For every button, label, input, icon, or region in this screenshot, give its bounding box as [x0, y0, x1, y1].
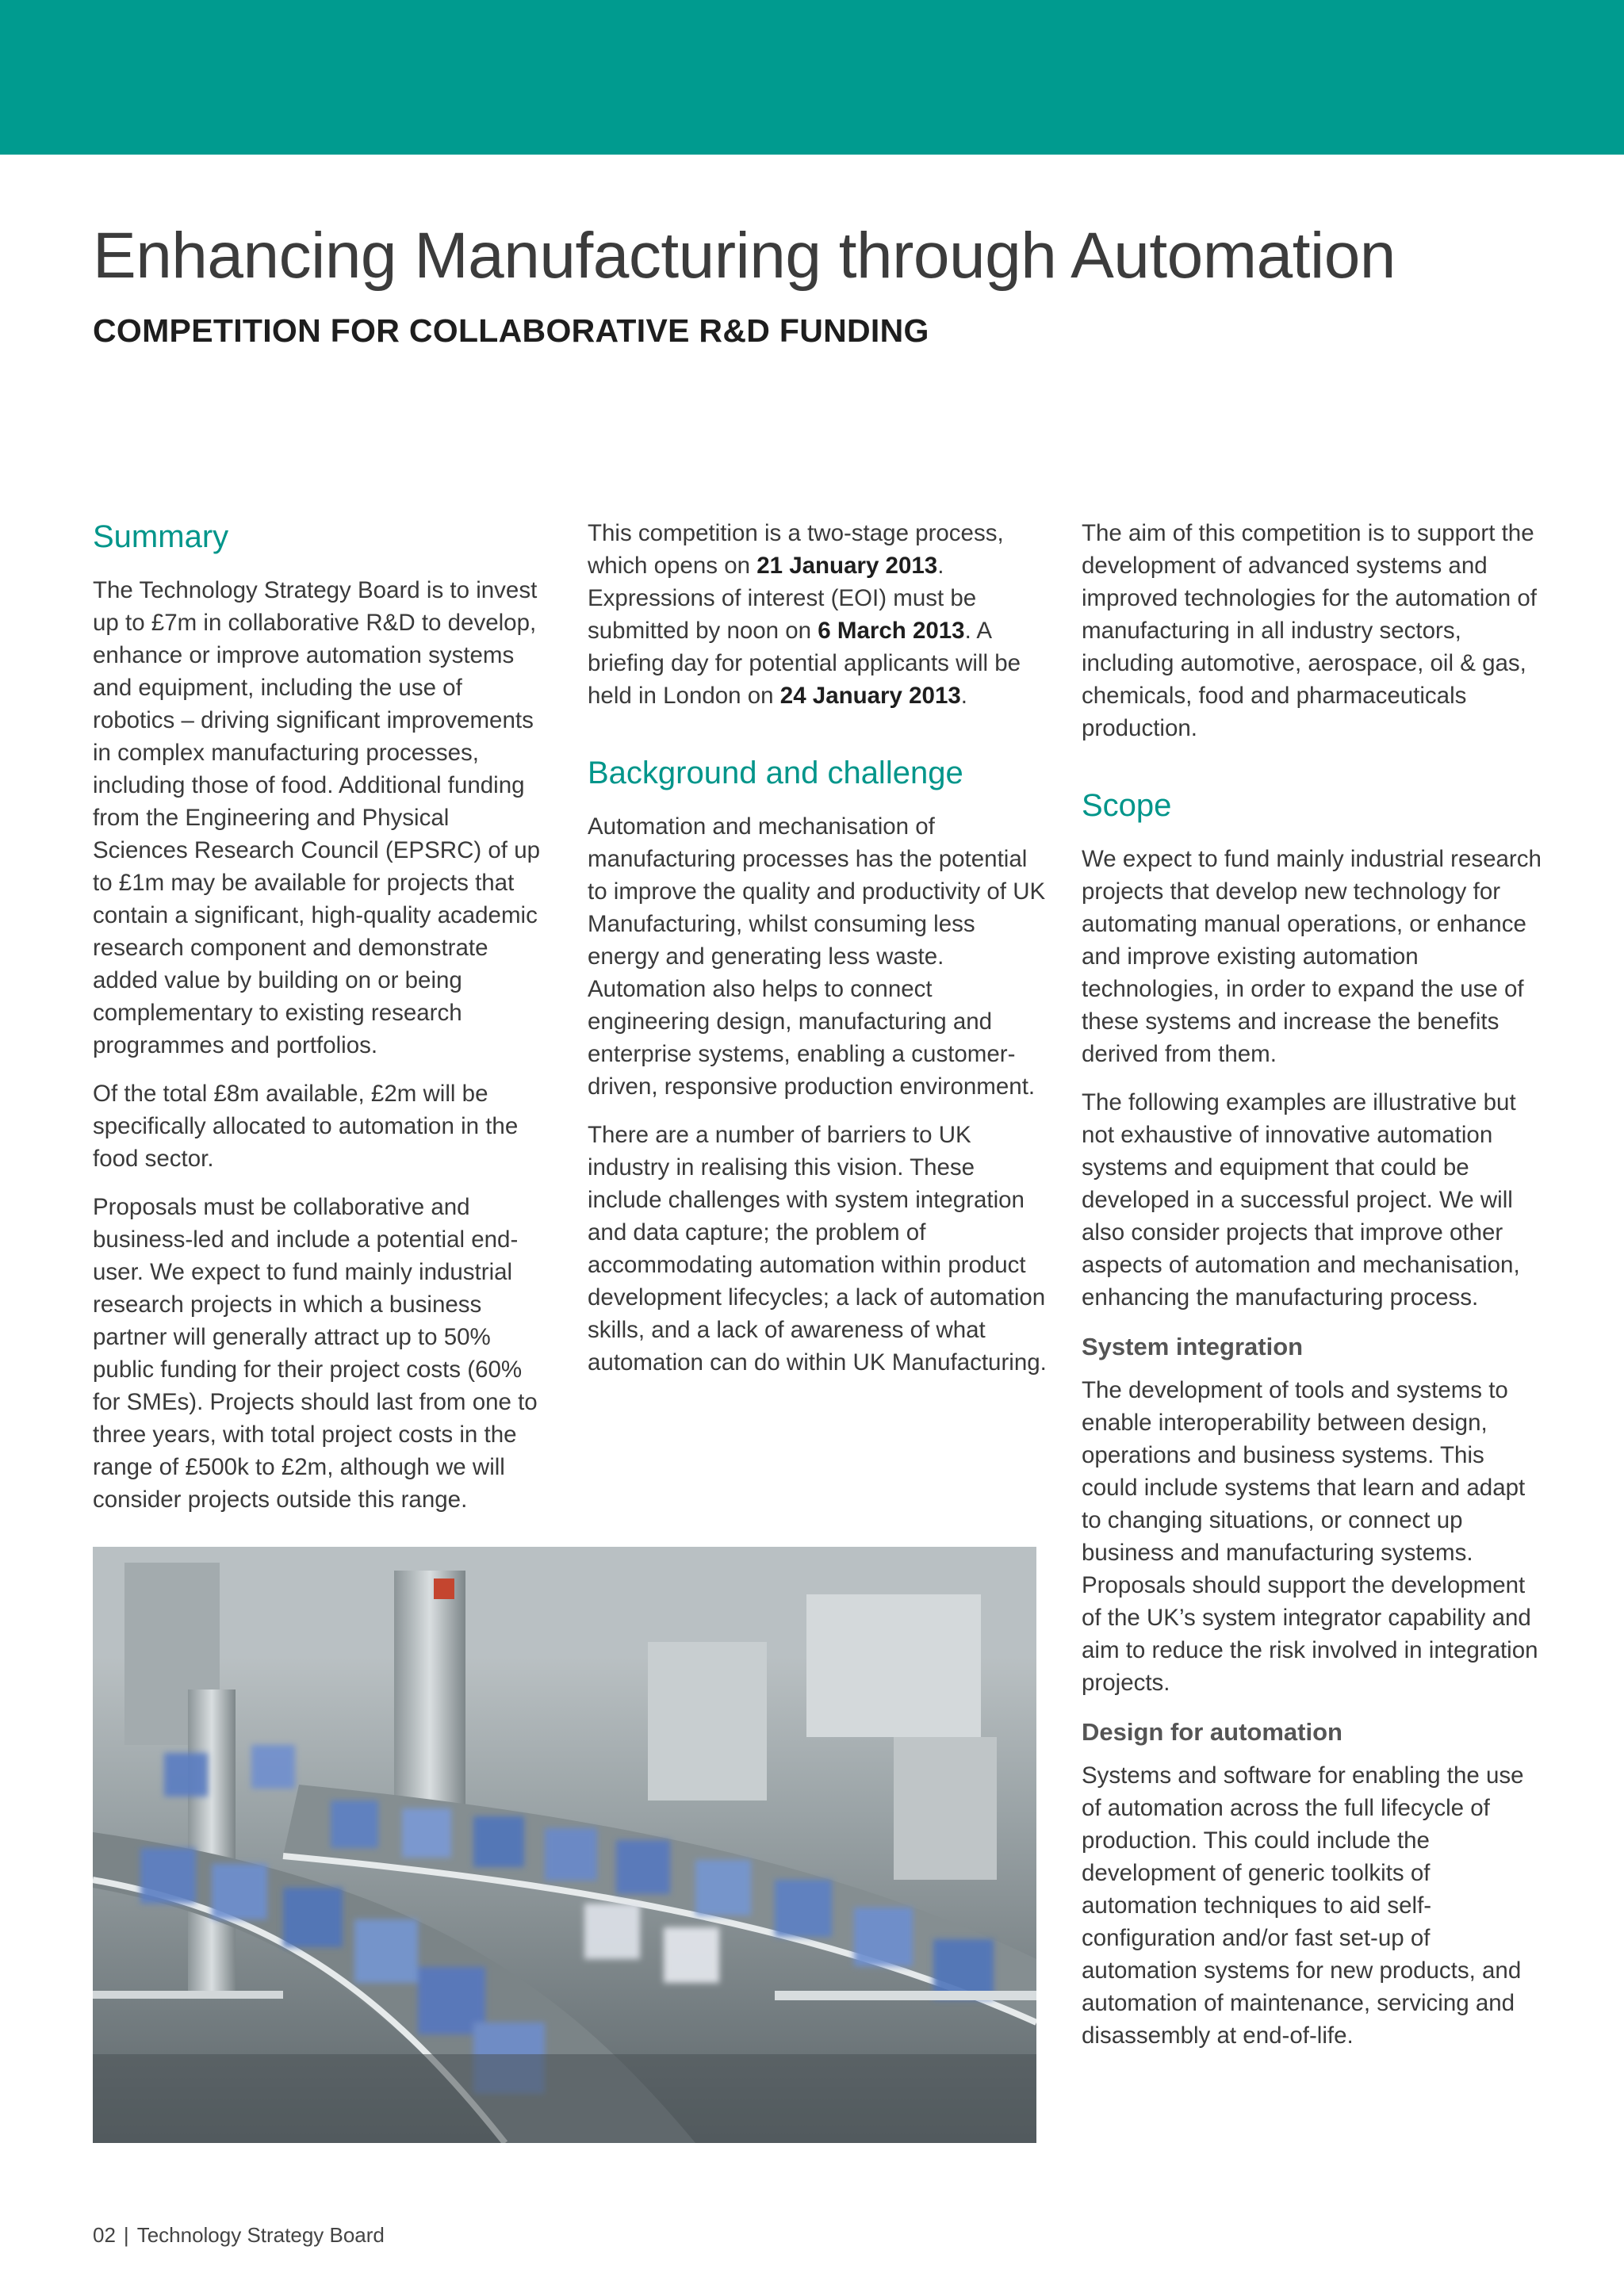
factory-conveyor-photo: [93, 1547, 1036, 2143]
design-for-automation-text: Systems and software for enabling the use of automation across the full lifecycle of production. This could include the development of generic toolkits of automation techniques to aid self-configuration and/or fast set-up of automation systems for new products, and automation of maintenance, servicing and disassembly at end-of-life.: [1082, 1762, 1524, 2049]
factory-conveyor-illustration: [93, 1547, 1036, 2143]
column-background: [588, 517, 1048, 1395]
timeline-paragraph: This competition is a two-stage process, which opens on 21 January 2013. Expressions of interest (EOI) must be submitted by noon on 6 March 2013. A briefing day for potential applicants will be held in London on 24 January 2013.: [588, 520, 1021, 709]
system-integration-heading: System integration: [1082, 1333, 1304, 1360]
footer-organisation: Technology Strategy Board: [136, 2223, 385, 2247]
summary-paragraph-2: Of the total £8m available, £2m will be specifically allocated to automation in the food sector.: [93, 1081, 519, 1172]
page-footer: [93, 2223, 385, 2248]
scope-paragraph-2: The following examples are illustrative but not exhaustive of innovative automation systems and equipment that could be developed in a successful project. We will also consider projects that improve other aspects of automation and mechanisation, enhancing the manufacturing process.: [1082, 1089, 1520, 1311]
design-for-automation-heading: Design for automation: [1082, 1718, 1342, 1746]
aim-paragraph: The aim of this competition is to support the development of advanced systems and improved technologies for the automation of manufacturing in all industry sectors, including automotive, aerospace, oil & gas, chemicals, food and pharmaceuticals production.: [1082, 520, 1537, 741]
background-paragraph-2: There are a number of barriers to UK industry in realising this vision. These include challenges with system integration and data capture; the problem of accommodating automation within product development lifecycles; a lack of automation skills, and a lack of awareness of what automation can do within UK Manufacturing.: [588, 1122, 1047, 1376]
background-heading: Background and challenge: [588, 756, 963, 790]
summary-heading: Summary: [93, 519, 229, 554]
scope-paragraph-1: We expect to fund mainly industrial research projects that develop new technology for automating manual operations, or enhance and improve existing automation technologies, in order to expand the use of these systems and increase the benefits derived from them.: [1082, 846, 1542, 1067]
briefing-date: 24 January 2013: [779, 683, 961, 709]
scope-heading: Scope: [1082, 788, 1172, 823]
page-subtitle: COMPETITION FOR COLLABORATIVE R&D FUNDING: [93, 312, 929, 349]
summary-paragraph-1: The Technology Strategy Board is to invest up to £7m in collaborative R&D to develop, enhance or improve automation systems and equipment, including the use of robotics – driving significant improvements in complex manufacturing processes, including those of food. Additional funding from the Engineering and Physical Sciences Research Council (EPSRC) of up to £1m may be available for projects that contain a significant, high-quality academic research component and demonstrate added value by building on or being complementary to existing research programmes and portfolios.: [93, 577, 541, 1058]
background-paragraph-1: Automation and mechanisation of manufacturing processes has the potential to improve the quality and productivity of UK Manufacturing, whilst consuming less energy and generating less waste. Automation also helps to connect engineering design, manufacturing and enterprise systems, enabling a customer-driven, responsive production environment.: [588, 813, 1046, 1100]
footer-separator: |: [123, 2223, 129, 2247]
header-color-band: [0, 0, 1624, 155]
column-scope: [1082, 517, 1542, 2068]
open-date: 21 January 2013: [756, 553, 938, 579]
page-title: Enhancing Manufacturing through Automation: [93, 220, 1396, 292]
summary-paragraph-3: Proposals must be collaborative and business-led and include a potential end-user. We expect to fund mainly industrial research projects in which a business partner will generally attract up to 50% public funding for their project costs (60% for SMEs). Projects should last from one to three years, with total project costs in the range of £500k to £2m, although we will consider projects outside this range.: [93, 1194, 538, 1513]
page-number: 02: [93, 2223, 116, 2247]
column-summary: [93, 517, 549, 1532]
eoi-deadline-date: 6 March 2013: [818, 618, 965, 644]
system-integration-text: The development of tools and systems to enable interoperability between design, operations and business systems. This could include systems that learn and adapt to changing situations, or connect up business and manufacturing systems. Proposals should support the development of the UK’s system integrator capability and aim to reduce the risk involved in integration projects.: [1082, 1377, 1538, 1696]
